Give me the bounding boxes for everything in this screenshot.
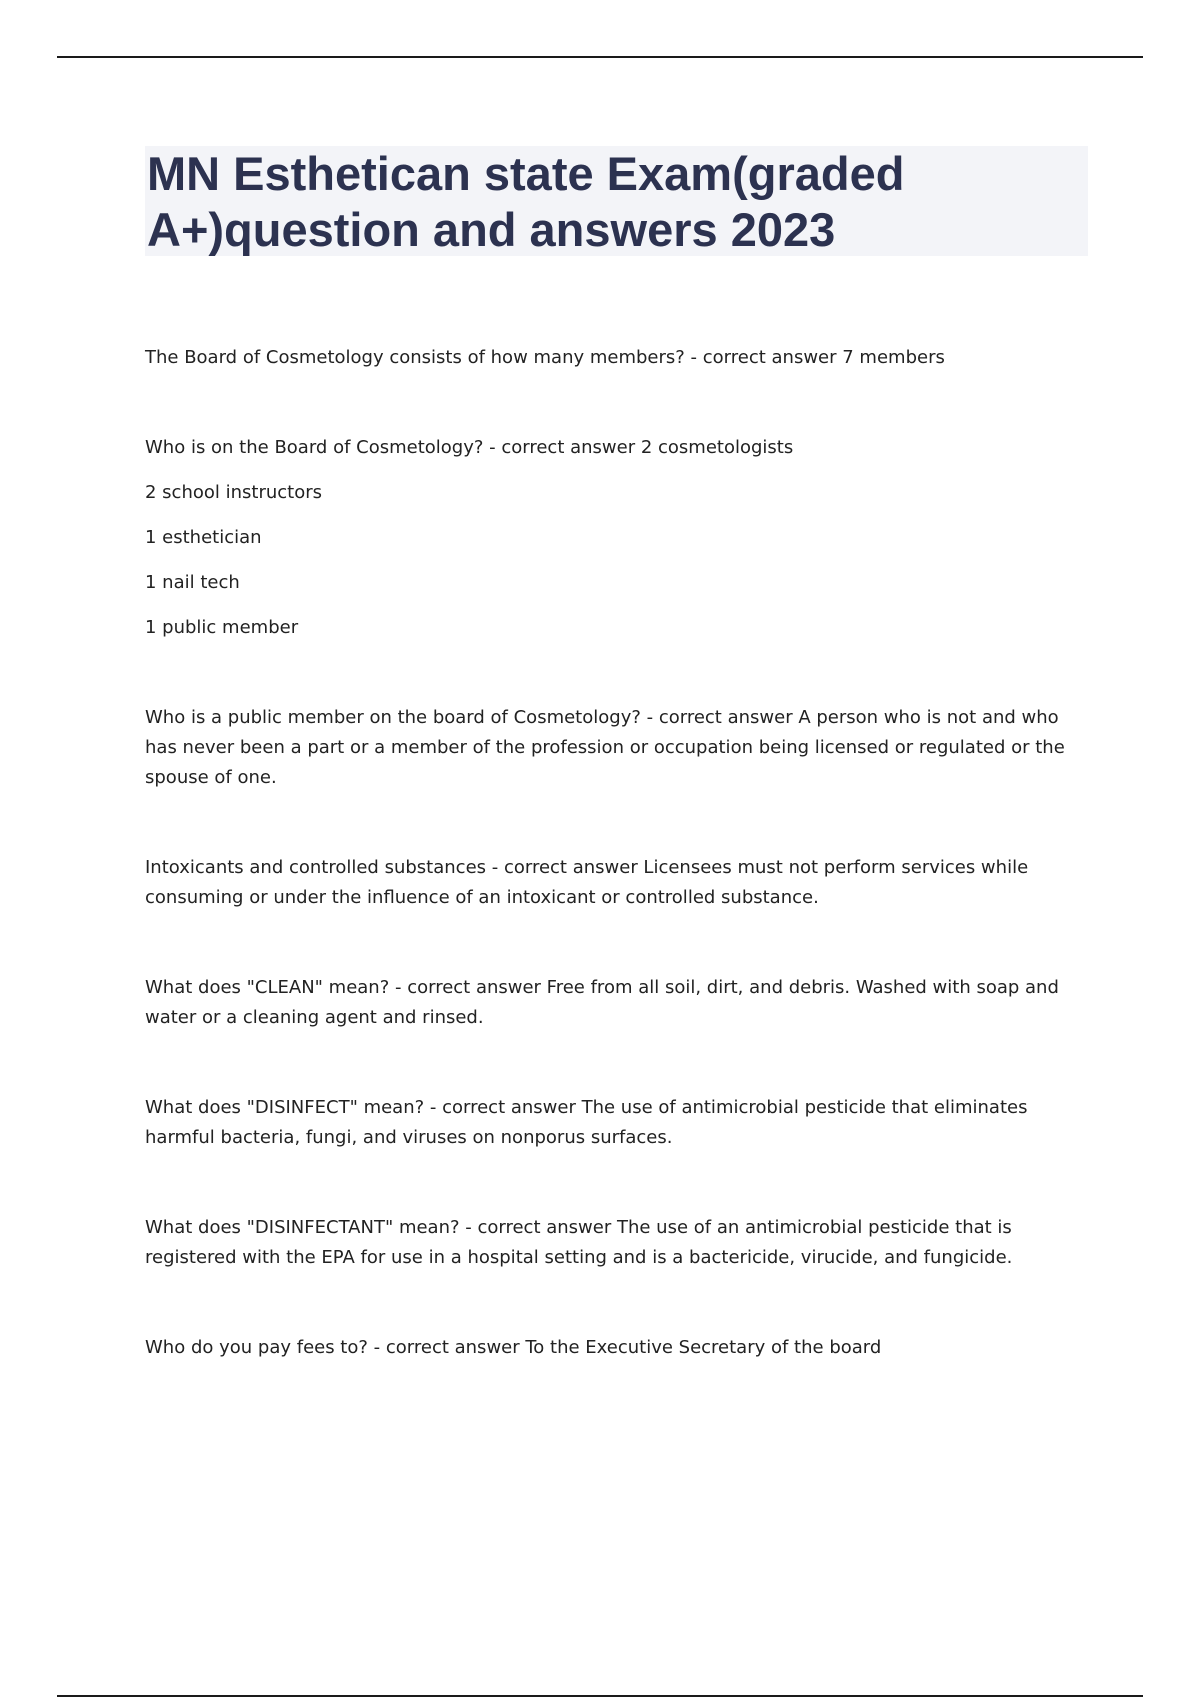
qa-item	[145, 1333, 1075, 1363]
qa-text: What does "CLEAN" mean? - correct answer Free from all soil, dirt, and debris. Washed with soap and water or a cleaning agent and rinsed.	[145, 977, 1059, 1028]
qa-text: Who is a public member on the board of Cosmetology? - correct answer A person who is not and who has never been a part or a member of the profession or occupation being licensed or regulated or the spouse of one.	[145, 707, 1065, 788]
qa-item	[145, 343, 1075, 373]
qa-line: 2 school instructors	[145, 482, 323, 503]
qa-text: Who do you pay fees to? - correct answer To the Executive Secretary of the board	[145, 1337, 882, 1358]
qa-text: What does "DISINFECTANT" mean? - correct answer The use of an antimicrobial pesticide that is registered with the EPA for use in a hospital setting and is a bactericide, virucide, and fungicide.	[145, 1217, 1013, 1268]
title-block	[145, 146, 1088, 256]
qa-item	[145, 703, 1075, 793]
qa-text: Intoxicants and controlled substances - correct answer Licensees must not perform services while consuming or under the influence of an intoxicant or controlled substance.	[145, 857, 1029, 908]
qa-text: Who is on the Board of Cosmetology? - correct answer 2 cosmetologists	[145, 437, 794, 458]
qa-text: The Board of Cosmetology consists of how many members? - correct answer 7 members	[145, 347, 945, 368]
top-rule	[57, 56, 1143, 58]
document-title: MN Esthetican state Exam(graded A+)question and answers 2023	[147, 147, 905, 256]
qa-line: 1 esthetician	[145, 527, 262, 548]
qa-item	[145, 1093, 1075, 1153]
qa-text: What does "DISINFECT" mean? - correct answer The use of antimicrobial pesticide that eliminates harmful bacteria, fungi, and viruses on nonporus surfaces.	[145, 1097, 1028, 1148]
qa-item	[145, 973, 1075, 1033]
qa-item	[145, 1213, 1075, 1273]
bottom-rule	[57, 1695, 1143, 1697]
qa-list	[145, 343, 1075, 1423]
qa-item	[145, 433, 1075, 643]
qa-line: 1 nail tech	[145, 572, 240, 593]
qa-line: 1 public member	[145, 617, 299, 638]
qa-item	[145, 853, 1075, 913]
